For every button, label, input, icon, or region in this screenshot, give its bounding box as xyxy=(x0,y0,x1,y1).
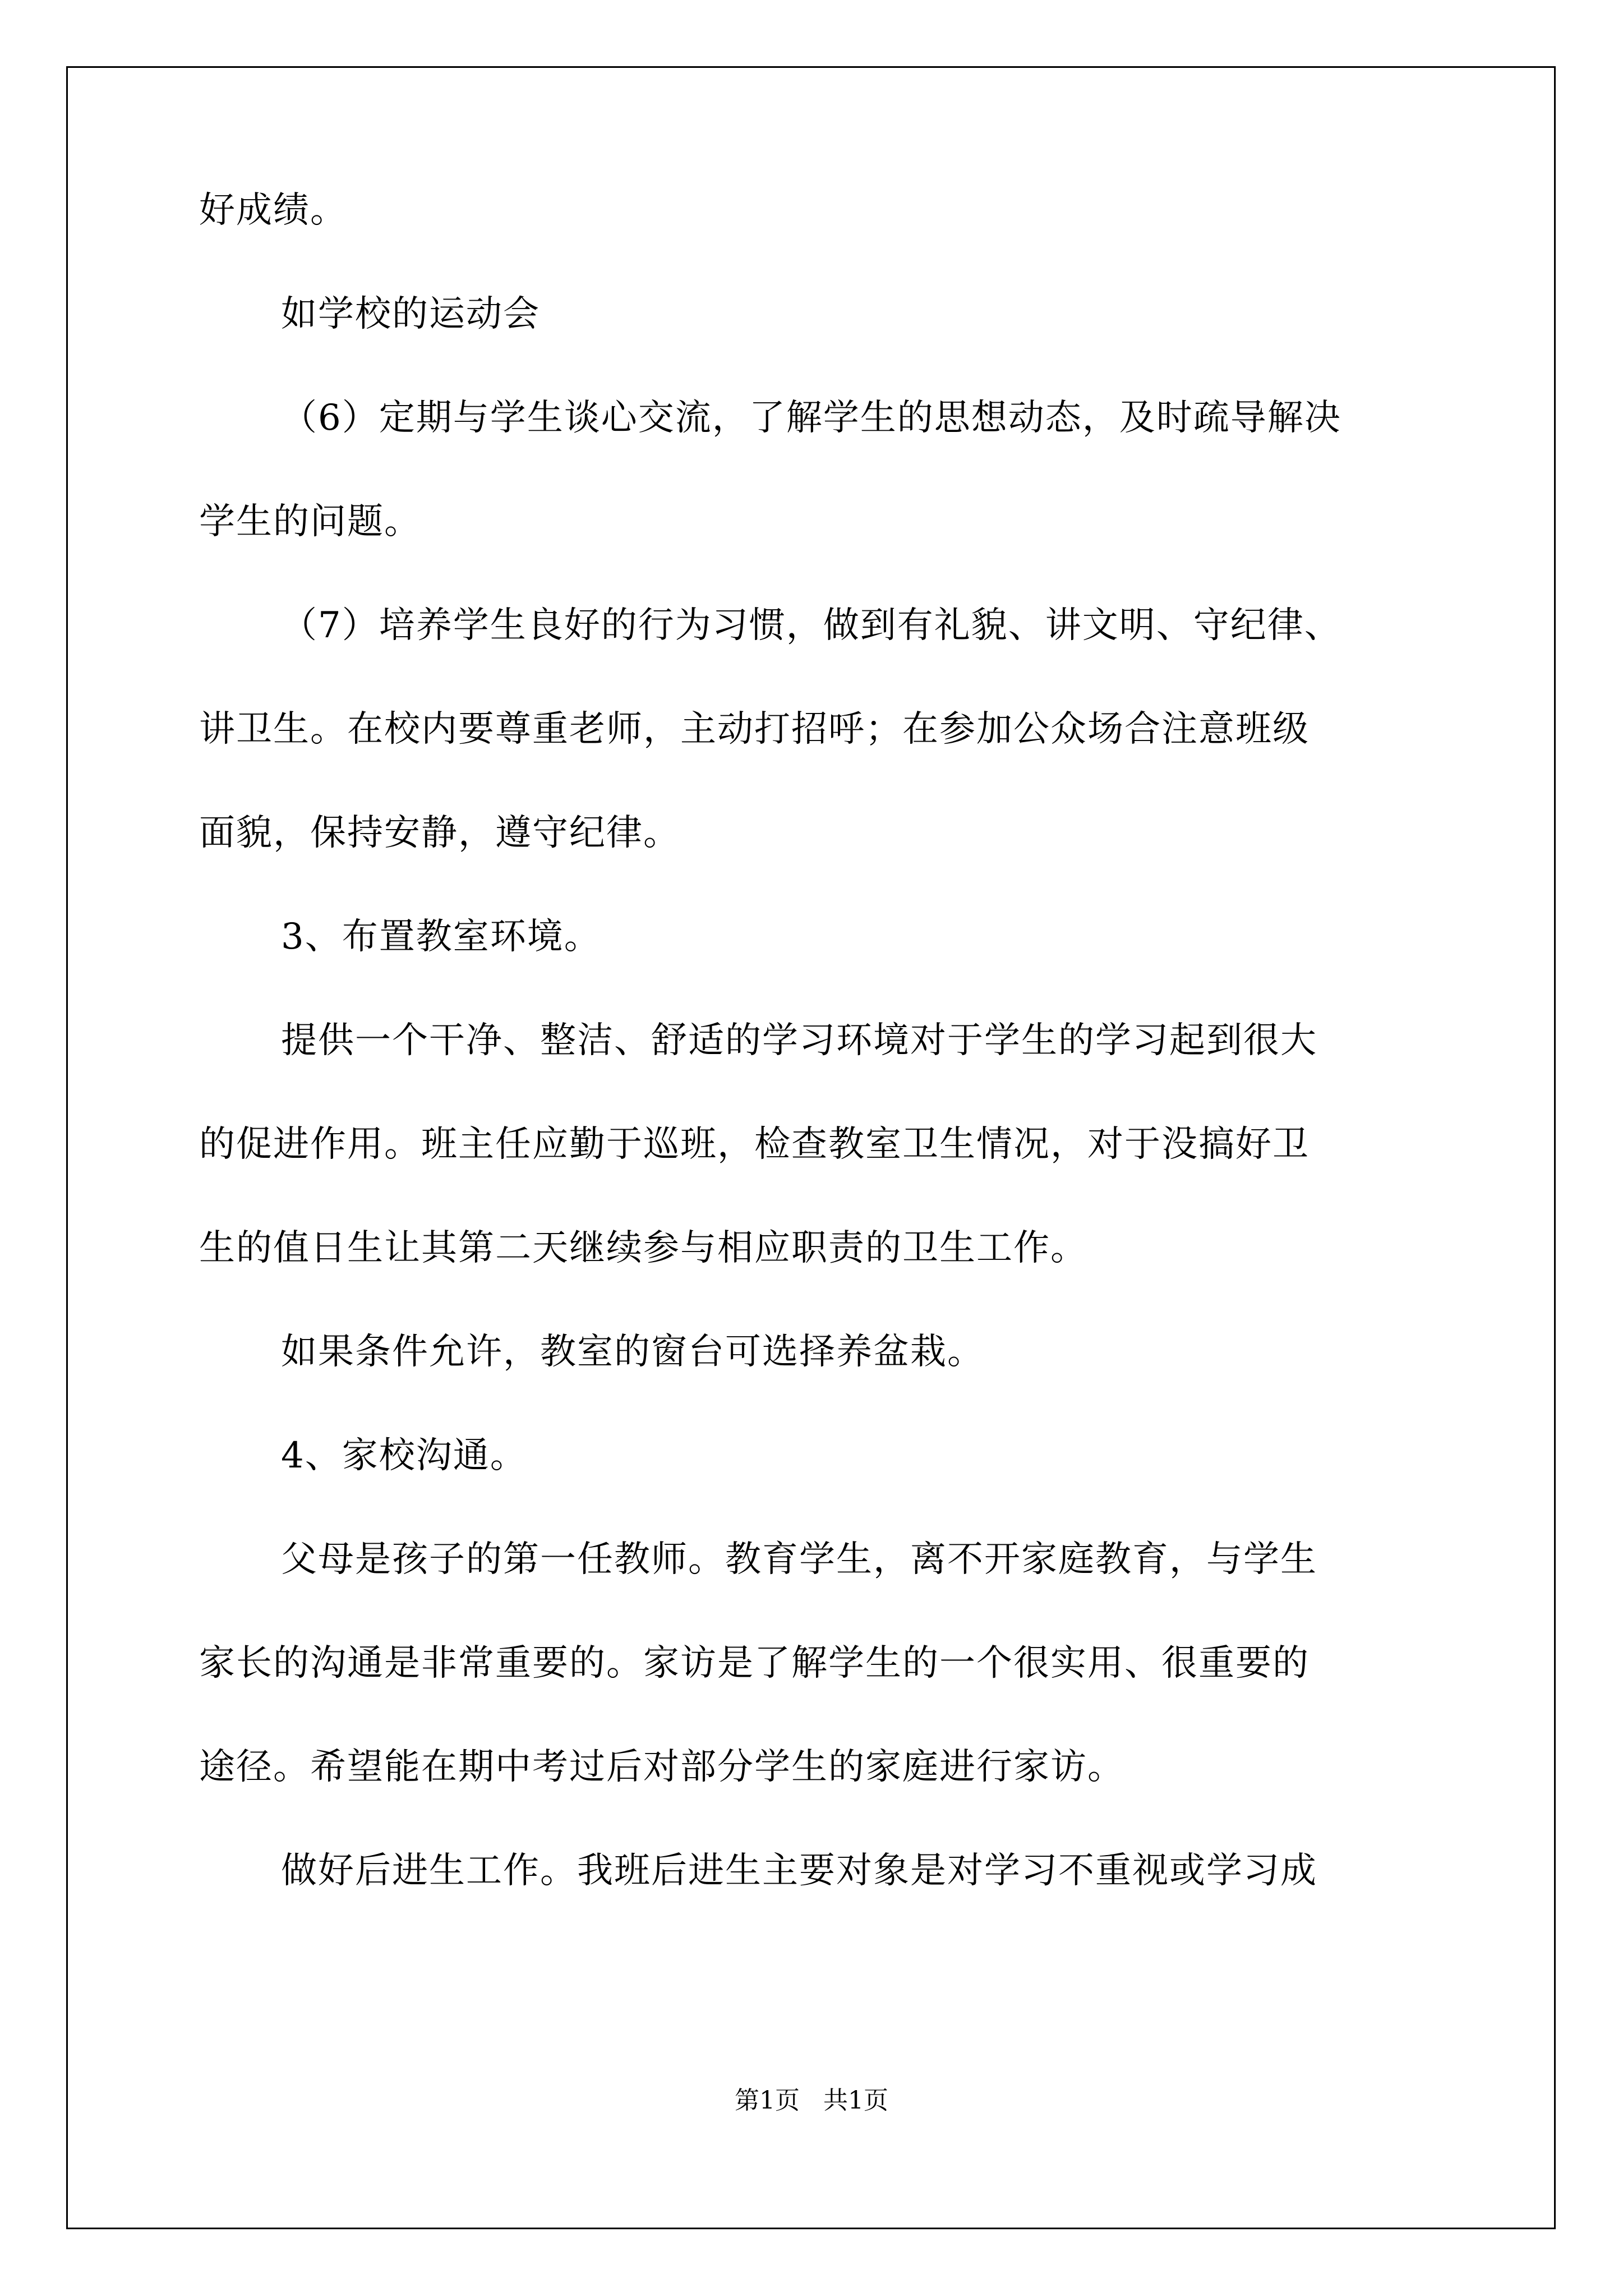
text-line: 3、布置教室环境。 xyxy=(281,916,601,958)
text-line: 途径。希望能在期中考过后对部分学生的家庭进行家访。 xyxy=(199,1746,1124,1788)
text-line: 生的值日生让其第二天继续参与相应职责的卫生工作。 xyxy=(199,1227,1087,1269)
text-line: 的促进作用。班主任应勤于巡班，检查教室卫生情况，对于没搞好卫 xyxy=(199,1124,1310,1165)
text-line: 如果条件允许，教室的窗台可选择养盆栽。 xyxy=(281,1331,984,1373)
text-line: 提供一个干净、整洁、舒适的学习环境对于学生的学习起到很大 xyxy=(281,1020,1317,1061)
page-footer: 第1页 共1页 xyxy=(735,2086,888,2115)
text-line: 家长的沟通是非常重要的。家访是了解学生的一个很实用、很重要的 xyxy=(199,1642,1310,1684)
text-line: 4、家校沟通。 xyxy=(281,1435,527,1476)
text-line: 做好后进生工作。我班后进生主要对象是对学习不重视或学习成 xyxy=(281,1850,1317,1892)
text-line: （6）定期与学生谈心交流，了解学生的思想动态，及时疏导解决 xyxy=(281,397,1341,439)
text-line: 面貌，保持安静，遵守纪律。 xyxy=(199,812,680,854)
text-line: （7）培养学生良好的行为习惯，做到有礼貌、讲文明、守纪律、 xyxy=(281,605,1341,646)
text-line: 父母是孩子的第一任教师。教育学生，离不开家庭教育，与学生 xyxy=(281,1539,1317,1580)
text-line: 好成绩。 xyxy=(199,190,347,231)
text-line: 如学校的运动会 xyxy=(281,293,540,335)
text-line: 学生的问题。 xyxy=(199,501,421,542)
text-line: 讲卫生。在校内要尊重老师，主动打招呼；在参加公众场合注意班级 xyxy=(199,708,1310,750)
